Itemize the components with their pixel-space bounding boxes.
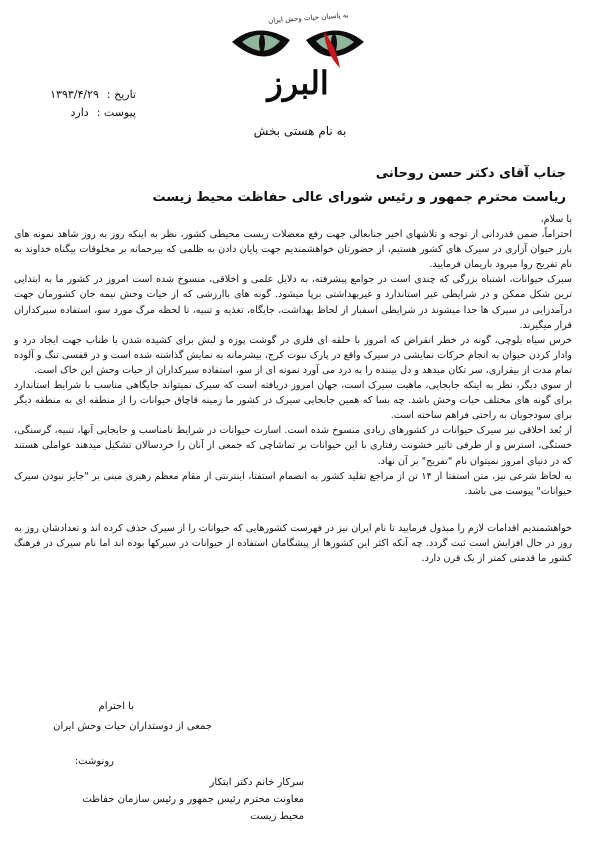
signature-name: جمعی از دوستداران حیات وحش ایران <box>53 721 212 732</box>
cc-title: رونوشت: <box>74 756 114 767</box>
recipient-name: جناب آقای دکتر حسن روحانی <box>375 166 566 181</box>
logo-tagline: به پاسبان حیات وحش ایران <box>267 11 349 25</box>
body-paragraph: احتراماً، ضمن قدردانی از توجه و تلاشهای اخیر جنابعالی جهت رفع معضلات زیست محیطی کشور، نظر به اینکه روز به روز شاهد نمونه های بارز حیوان آزاری در سیرک های کشور هستیم، از حضورتان خواهشمندیم جهت پایان دادن به ظلمی که بیرحمانه بر مخلوقات بیگناه خداوند به نام تفریح روا میرود باریمان فرمایید. <box>14 229 572 271</box>
closing-paragraph: خواهشمندیم اقدامات لازم را مبذول فرمایید تا نام ایران نیز در فهرست کشورهایی که حیوانات را از سیرک حذف کرده اند و تعدادشان روز به روز در حال افزایش است ثبت گردد. چه آنکه اکثر این کشورها از پیشگامان استفاده از حیوانات در سیرکها بوده اند اما نام سیرک در فرهنگ کشور ما قدمتی کمتر از یک قرن دارد. <box>14 522 572 564</box>
logo-word: البرز <box>267 64 329 102</box>
attachment-value: دارد <box>70 106 89 119</box>
body-paragraph: به لحاظ شرعی نیز، متن استفتا از ۱۴ تن از مراجع تقلید کشور به انضمام استفتا، اینترنتی از مقام معظم رهبری مبنی بر "جایز نبودن سیرک حیوانات" پیوست می باشد. <box>14 470 572 497</box>
recipient-title: ریاست محترم جمهور و رئیس شورای عالی حفاظت محیط زیست <box>152 190 566 205</box>
signature-block <box>12 697 212 737</box>
letter-body <box>14 212 572 566</box>
attachment-row <box>16 104 136 122</box>
attachment-label: پیوست : <box>96 106 136 119</box>
cc-block <box>64 753 304 825</box>
date-label: تاریخ : <box>106 88 136 101</box>
body-paragraph: از بُعد اخلاقی نیز سیرک حیوانات در کشورهای زیادی منسوخ شده است. اسارت حیوانات در شرایط نامناسب و جابجایی آنها، تنبیه، گرسنگی، خستگی، استرس و از طرفی تاثیر خشونت رفتاری با این حیوانات بر تماشاچی که جمعی از آنان را خردسالان تشکیل میدهند عواملی هستند که در دنیای امروز نمیتوان نام "تفریح" بر آن نهاد. <box>14 425 572 467</box>
recipient <box>153 162 567 210</box>
cc-recipient-title: معاونت محترم رئیس جمهور و رئیس سازمان حفاظت محیط زیست <box>82 794 304 822</box>
body-paragraph: از سوی دیگر، نظر به اینکه جابجایی، ماهیت سیرک است، جهان امروز دریافته است که سیرک نمیتواند جایگاهی مناسب با شرایط استاندارد برای گونه های مختلف حیات وحش باشد. چه بسا که همین جابجایی سیرک در کشور ما زمینه قاچاق حیوانات را از منطقه ای به منطقه دیگر برای سودجویان به راحتی فراهم ساخته است. <box>14 380 572 422</box>
date-row <box>16 86 136 104</box>
date-value: ۱۳۹۳/۴/۲۹ <box>50 88 99 101</box>
basmala: به نام هستی بخش <box>253 124 347 138</box>
cc-recipient-name: سرکار خانم دکتر ابتکار <box>209 777 304 788</box>
greeting: با سلام، <box>540 214 572 225</box>
body-paragraph: سیرک حیوانات، اشتباه بزرگی که چندی است در جوامع پیشرفته، به دلایل علمی و اخلاقی، منسوخ شده است امروز در کشور ما به ابتدایی ترین شکل ممکن و در شرایطی غیر استاندارد و غیربهداشتی برپا میشود. گونه های باارزشی که از حیات وحش نیمه جان کشورمان جهت درآمدزایی در سیرک ها جدا میشوند در شرایطی اسفبار از لحاظ بهداشت، جایگاه، تغذیه و تنبیه، تا لحظه مرگ مورد سو، استفاده سیرکداران قرار میگیرند. <box>14 274 572 331</box>
body-paragraph: خرس سیاه بلوچی، گونه در خطر انقراض که امروز با حلقه ای فلزی در گوشت پوزه و لبش برای کشیده شدن با طناب جهت ایجاد درد و وادار کردن حیوان به انجام حرکات نمایشی در سیرک واقع در پارک نبوت کرج، بیشرمانه به نمایش گذاشته شده است و در قفسی تنگ و آلوده تمام مدت از بیقراری، سر تکان میدهد و دل بیننده را به درد می آورد نمونه ای از سو، استفاده سیرکداران از حیات وحش این خاک است. <box>14 334 572 376</box>
signature-greeting: با احترام <box>98 701 134 712</box>
letter-meta <box>16 86 136 122</box>
logo <box>228 11 368 114</box>
